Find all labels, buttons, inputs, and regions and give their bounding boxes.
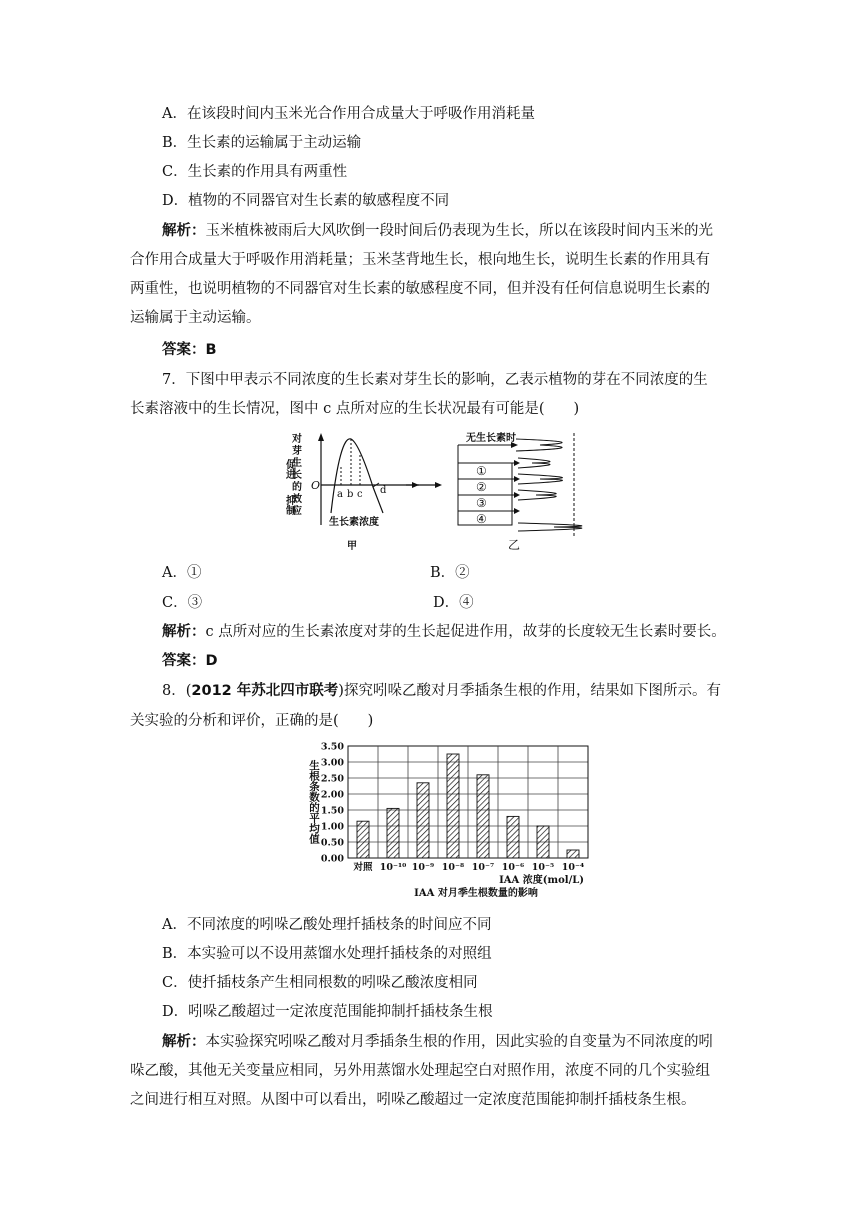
chart-title: IAA 对月季生根数量的影响 — [414, 888, 538, 899]
y-tick-label: 0.50 — [320, 837, 344, 849]
yi-item-1: ① — [476, 464, 487, 478]
x-tick-label: 10⁻⁶ — [501, 862, 525, 873]
figure-arrow — [404, 478, 444, 492]
q8-analysis-line-2: 哚乙酸，其他无关变量应相同，另外用蒸馏水处理起空白对照作用，浓度不同的几个实验组 — [130, 1063, 710, 1079]
q6-option-c: C．生长素的作用具有两重性 — [162, 164, 348, 180]
q7-analysis-label: 解析： — [162, 624, 206, 640]
jia-xlabel: 生长素浓度 — [329, 517, 379, 528]
q6-analysis-line-2: 合作用合成量大于呼吸作用消耗量；玉米茎背地生长，根向地生长，说明生长素的作用具有 — [130, 252, 710, 268]
q8-option-c: C．使扦插枝条产生相同根数的吲哚乙酸浓度相同 — [162, 975, 478, 991]
x-tick-label: 对照 — [353, 862, 373, 873]
q7-option-c: C．③ — [162, 595, 203, 611]
y-tick-label: 1.50 — [320, 805, 344, 817]
q6-option-d: D．植物的不同器官对生长素的敏感程度不同 — [162, 193, 450, 209]
bar — [537, 826, 549, 858]
bar — [417, 783, 429, 858]
q7-stem-line-2: 长素溶液中的生长情况，图中 c 点所对应的生长状况最有可能是( ) — [130, 401, 580, 417]
y-tick-label: 3.00 — [320, 757, 344, 769]
iaa-bar-chart — [298, 738, 592, 902]
q7-stem-line-1: 7．下图中甲表示不同浓度的生长素对芽生长的影响，乙表示植物的芽在不同浓度的生 — [162, 372, 708, 388]
q6-analysis-label: 解析： — [162, 223, 206, 239]
jia-origin: O — [311, 479, 321, 492]
y-tick-label: 2.00 — [320, 789, 344, 801]
x-tick-label: 10⁻⁵ — [531, 862, 555, 873]
y-tick-label: 1.00 — [320, 821, 344, 833]
q7-option-d: D．④ — [433, 595, 474, 611]
x-tick-label: 10⁻⁹ — [411, 862, 435, 873]
q7-answer: 答案：D — [162, 653, 218, 669]
jia-inhibit-label: 抑制 — [283, 495, 295, 515]
q8-stem-line-2: 关实验的分析和评价，正确的是( ) — [130, 713, 374, 729]
q6-option-b: B．生长素的运输属于主动运输 — [162, 135, 362, 151]
y-tick-label: 2.50 — [320, 773, 344, 785]
jia-caption: 甲 — [347, 541, 357, 552]
x-axis-label: IAA 浓度(mol/L) — [499, 875, 584, 886]
q8-option-a: A．不同浓度的吲哚乙酸处理扦插枝条的时间应不同 — [162, 917, 492, 933]
bar — [357, 821, 369, 858]
jia-point-c: c — [357, 489, 363, 500]
y-axis-label: 生根条数的平均值 — [308, 760, 320, 844]
y-tick-label: 3.50 — [320, 741, 344, 753]
q8-analysis-line-1: 解析：本实验探究吲哚乙酸对月季插条生根的作用，因此实验的自变量为不同浓度的吲 — [162, 1034, 713, 1050]
yi-item-2: ② — [476, 480, 487, 494]
q8-stem-line-1: 8．(2012 年苏北四市联考)探究吲哚乙酸对月季插条生根的作用，结果如下图所示。有 — [162, 683, 721, 699]
yi-control-label: 无生长素时 — [466, 433, 516, 444]
bar — [477, 775, 489, 858]
yi-item-4: ④ — [476, 512, 487, 526]
x-tick-label: 10⁻⁷ — [471, 862, 495, 873]
q7-analysis: 解析：c 点所对应的生长素浓度对芽的生长起促进作用，故芽的长度较无生长素时要长。 — [162, 624, 726, 640]
q6-answer: 答案：B — [162, 342, 217, 358]
x-tick-label: 10⁻⁴ — [561, 862, 585, 873]
q6-option-a: A．在该段时间内玉米光合作用合成量大于呼吸作用消耗量 — [162, 106, 535, 122]
bar — [507, 816, 519, 858]
jia-point-d: d — [380, 485, 387, 496]
jia-promote-label: 促进 — [283, 459, 295, 479]
q8-analysis-line-3: 之间进行相互对照。从图中可以看出，吲哚乙酸超过一定浓度范围能抑制扦插枝条生根。 — [130, 1092, 696, 1108]
bar — [387, 808, 399, 858]
y-tick-label: 0.00 — [320, 853, 344, 865]
bar — [447, 754, 459, 858]
yi-item-3: ③ — [476, 496, 487, 510]
q8-option-d: D．吲哚乙酸超过一定浓度范围能抑制扦插枝条生根 — [162, 1004, 493, 1020]
q6-analysis-line-3: 两重性，也说明植物的不同器官对生长素的敏感程度不同，但并没有任何信息说明生长素的 — [130, 281, 710, 297]
q8-source: 2012 年苏北四市联考 — [191, 683, 339, 699]
jia-point-a: a — [337, 489, 343, 500]
q6-analysis-line-1: 解析：玉米植株被雨后大风吹倒一段时间后仍表现为生长，所以在该段时间内玉米的光 — [162, 223, 713, 239]
figure-yi — [444, 425, 614, 555]
jia-point-b: b — [347, 489, 354, 500]
x-tick-label: 10⁻¹⁰ — [379, 862, 407, 873]
q7-option-b: B．② — [430, 565, 470, 581]
q8-option-b: B．本实验可以不设用蒸馏水处理扦插枝条的对照组 — [162, 946, 492, 962]
yi-caption: 乙 — [508, 538, 521, 552]
jia-ylabel: 对芽生长的效应 — [292, 434, 302, 517]
x-tick-label: 10⁻⁸ — [441, 862, 465, 873]
q7-option-a: A．① — [162, 565, 202, 581]
q8-analysis-label: 解析： — [162, 1034, 206, 1050]
q6-analysis-line-4: 运输属于主动运输。 — [130, 310, 261, 326]
bar — [567, 850, 579, 858]
